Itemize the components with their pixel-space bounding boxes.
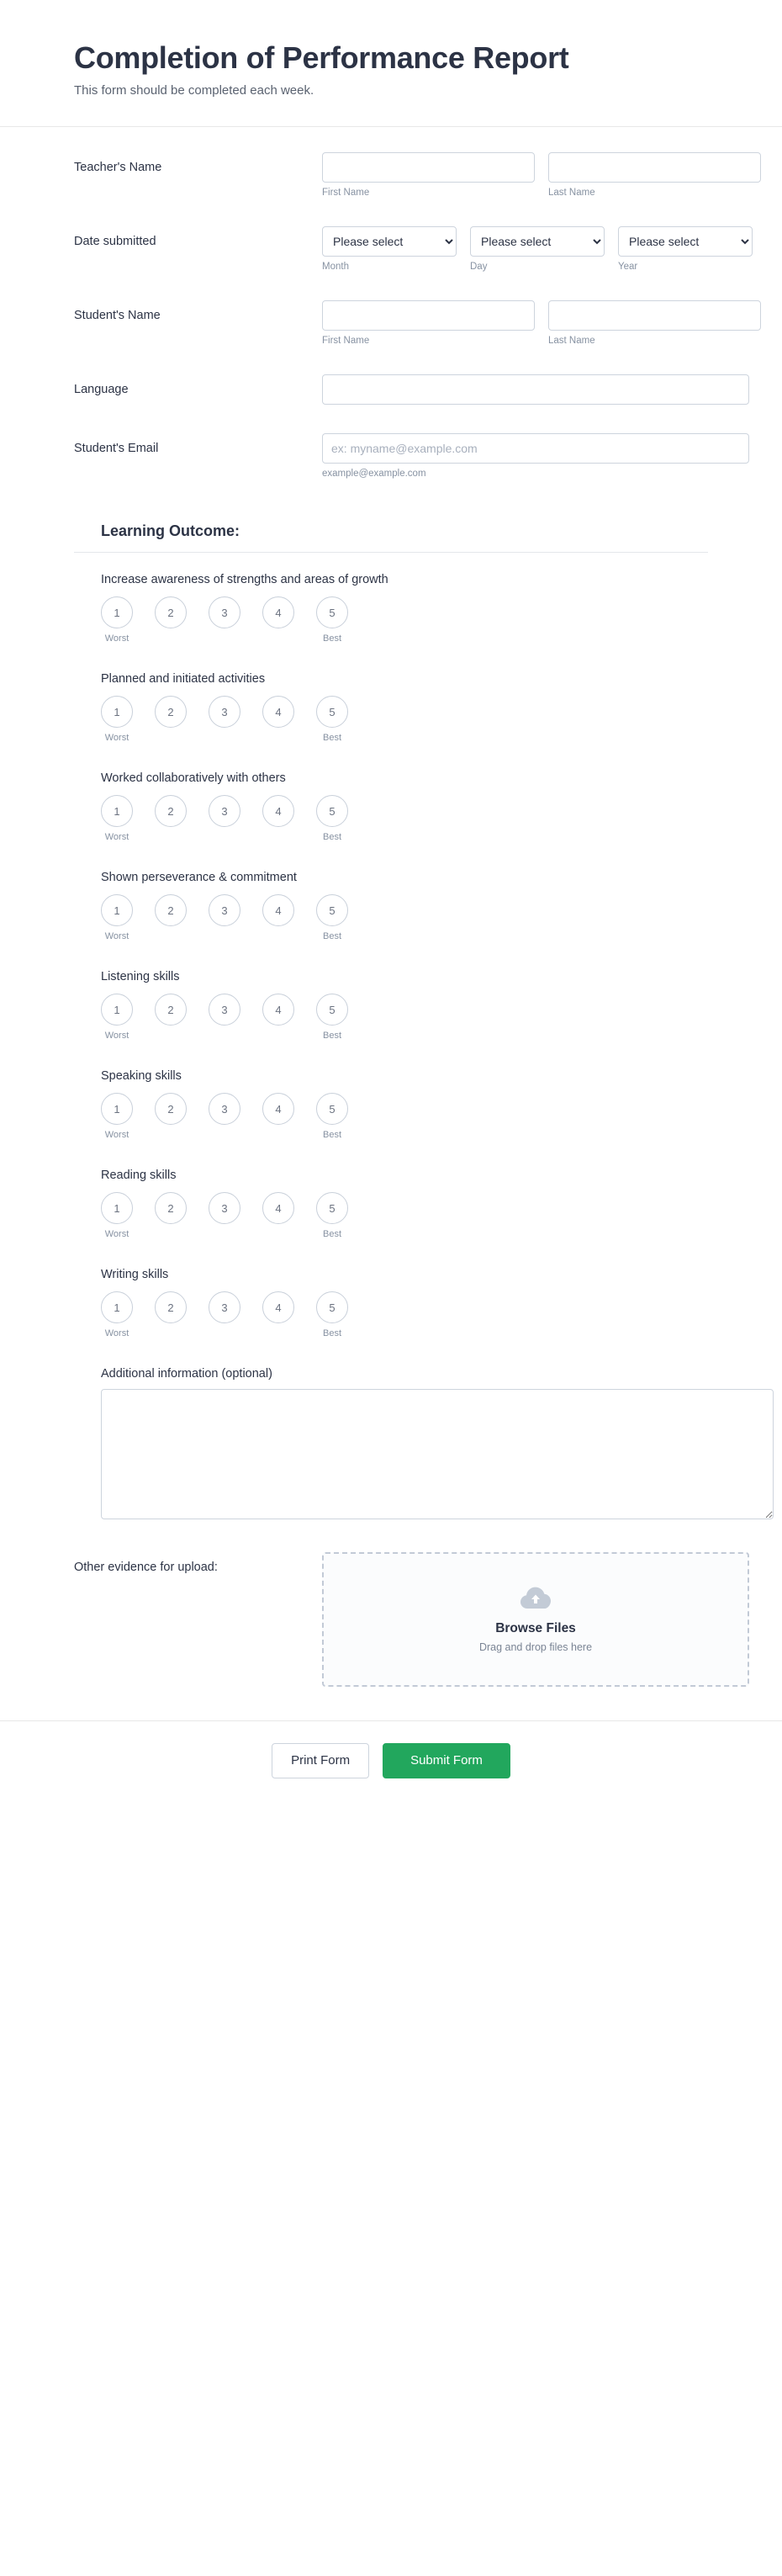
scale-item-8-4[interactable] xyxy=(262,1291,294,1340)
scale-item-5-2[interactable] xyxy=(155,994,187,1042)
scale-item-5-4[interactable] xyxy=(262,994,294,1042)
scale-option-5-1[interactable]: 1 xyxy=(101,994,133,1026)
scale-option-2-1[interactable]: 1 xyxy=(101,696,133,728)
form-footer xyxy=(0,1720,782,1807)
scale-option-3-2[interactable]: 2 xyxy=(155,795,187,827)
student-last-name-input[interactable] xyxy=(548,300,761,331)
scale-option-2-4[interactable]: 4 xyxy=(262,696,294,728)
scale-option-4-5[interactable]: 5 xyxy=(316,894,348,926)
page-subtitle: This form should be completed each week. xyxy=(74,83,314,98)
scale-question-3: Worked collaboratively with others xyxy=(101,771,286,786)
scale-caption-low-4: Worst xyxy=(104,931,129,942)
scale-item-2-1[interactable] xyxy=(101,696,133,745)
field-date-submitted xyxy=(74,226,708,272)
browse-files-button[interactable]: Browse Files xyxy=(495,1621,576,1636)
scale-item-4-4[interactable] xyxy=(262,894,294,943)
teacher-first-name-sublabel: First Name xyxy=(322,188,370,199)
student-email-sublabel: example@example.com xyxy=(322,469,426,480)
scale-option-5-2[interactable]: 2 xyxy=(155,994,187,1026)
scale-caption-low-5: Worst xyxy=(104,1031,129,1042)
year-sublabel: Year xyxy=(618,262,638,273)
scale-item-1-1[interactable] xyxy=(101,596,133,645)
scale-caption-low-8: Worst xyxy=(104,1328,129,1339)
scale-option-4-1[interactable]: 1 xyxy=(101,894,133,926)
month-select[interactable] xyxy=(322,226,457,257)
upload-hint: Drag and drop files here xyxy=(478,1641,593,1654)
scale-option-7-2[interactable]: 2 xyxy=(155,1192,187,1224)
submit-form-button[interactable]: Submit Form xyxy=(383,1743,510,1778)
scale-question-8: Writing skills xyxy=(101,1268,169,1282)
scale-option-6-1[interactable]: 1 xyxy=(101,1093,133,1125)
scale-option-5-5[interactable]: 5 xyxy=(316,994,348,1026)
scale-row-8 xyxy=(101,1291,708,1340)
scale-item-6-1[interactable] xyxy=(101,1093,133,1142)
student-first-name-sublabel: First Name xyxy=(322,336,370,347)
scale-item-8-3[interactable] xyxy=(209,1291,240,1340)
teacher-last-name-input[interactable] xyxy=(548,152,761,183)
scale-question-2: Planned and initiated activities xyxy=(101,672,266,686)
scale-block-8 xyxy=(74,1268,708,1340)
scale-option-6-4[interactable]: 4 xyxy=(262,1093,294,1125)
scale-caption-high-5: Best xyxy=(322,1031,341,1042)
scale-option-5-4[interactable]: 4 xyxy=(262,994,294,1026)
scale-caption-high-3: Best xyxy=(322,832,341,843)
scale-question-6: Speaking skills xyxy=(101,1069,182,1084)
scale-row-6 xyxy=(101,1093,708,1142)
additional-information-label: Additional information (optional) xyxy=(101,1367,272,1381)
scale-option-1-5[interactable]: 5 xyxy=(316,596,348,628)
scale-item-5-3[interactable] xyxy=(209,994,240,1042)
scale-caption-low-3: Worst xyxy=(104,832,129,843)
student-email-label: Student's Email xyxy=(74,442,159,456)
scale-item-7-3[interactable] xyxy=(209,1192,240,1241)
scale-row-5 xyxy=(101,994,708,1042)
year-select[interactable] xyxy=(618,226,753,257)
scale-option-3-5[interactable]: 5 xyxy=(316,795,348,827)
scale-option-2-5[interactable]: 5 xyxy=(316,696,348,728)
scale-option-5-3[interactable]: 3 xyxy=(209,994,240,1026)
scale-item-8-2[interactable] xyxy=(155,1291,187,1340)
field-language xyxy=(74,374,708,405)
scale-item-6-3[interactable] xyxy=(209,1093,240,1142)
scale-option-2-3[interactable]: 3 xyxy=(209,696,240,728)
field-file-upload xyxy=(74,1552,708,1687)
field-student-name xyxy=(74,300,708,346)
field-student-email xyxy=(74,433,708,479)
scale-item-3-4[interactable] xyxy=(262,795,294,844)
scale-option-7-3[interactable]: 3 xyxy=(209,1192,240,1224)
scale-item-3-5[interactable] xyxy=(316,795,348,844)
scale-item-5-5[interactable] xyxy=(316,994,348,1042)
teacher-last-name-sublabel: Last Name xyxy=(548,188,595,199)
month-sublabel: Month xyxy=(322,262,349,273)
scale-option-7-4[interactable]: 4 xyxy=(262,1192,294,1224)
learning-outcome-heading: Learning Outcome: xyxy=(74,507,708,553)
scale-item-5-1[interactable] xyxy=(101,994,133,1042)
language-input[interactable] xyxy=(322,374,749,405)
additional-information-textarea[interactable] xyxy=(101,1389,774,1519)
scale-option-4-2[interactable]: 2 xyxy=(155,894,187,926)
scale-item-1-4[interactable] xyxy=(262,596,294,645)
scale-item-7-5[interactable] xyxy=(316,1192,348,1241)
file-dropzone[interactable] xyxy=(322,1552,749,1687)
scale-option-3-4[interactable]: 4 xyxy=(262,795,294,827)
scale-caption-high-1: Best xyxy=(322,633,341,644)
scale-item-2-3[interactable] xyxy=(209,696,240,745)
scale-option-8-1[interactable]: 1 xyxy=(101,1291,133,1323)
scale-row-7 xyxy=(101,1192,708,1241)
scale-row-2 xyxy=(101,696,708,745)
scale-block-1 xyxy=(74,573,708,645)
scale-block-7 xyxy=(74,1169,708,1241)
scale-item-8-5[interactable] xyxy=(316,1291,348,1340)
scale-option-7-1[interactable]: 1 xyxy=(101,1192,133,1224)
scale-option-8-5[interactable]: 5 xyxy=(316,1291,348,1323)
scale-row-3 xyxy=(101,795,708,844)
scale-option-6-2[interactable]: 2 xyxy=(155,1093,187,1125)
scale-option-7-5[interactable]: 5 xyxy=(316,1192,348,1224)
scale-block-5 xyxy=(74,970,708,1042)
day-select[interactable] xyxy=(470,226,605,257)
scale-option-1-1[interactable]: 1 xyxy=(101,596,133,628)
student-email-input[interactable] xyxy=(322,433,749,464)
language-label: Language xyxy=(74,383,129,397)
scale-item-3-2[interactable] xyxy=(155,795,187,844)
scale-option-8-4[interactable]: 4 xyxy=(262,1291,294,1323)
scale-item-4-2[interactable] xyxy=(155,894,187,943)
scale-row-4 xyxy=(101,894,708,943)
scale-item-2-5[interactable] xyxy=(316,696,348,745)
scale-item-6-5[interactable] xyxy=(316,1093,348,1142)
scale-option-4-3[interactable]: 3 xyxy=(209,894,240,926)
scale-question-4: Shown perseverance & commitment xyxy=(101,871,297,885)
field-teacher-name xyxy=(74,152,708,198)
scale-caption-low-2: Worst xyxy=(104,733,129,744)
scale-question-1: Increase awareness of strengths and areas of growth xyxy=(101,573,388,587)
scale-item-7-1[interactable] xyxy=(101,1192,133,1241)
scale-item-3-1[interactable] xyxy=(101,795,133,844)
scale-block-6 xyxy=(74,1069,708,1142)
scale-item-4-1[interactable] xyxy=(101,894,133,943)
date-submitted-label: Date submitted xyxy=(74,235,156,249)
scale-caption-high-8: Best xyxy=(322,1328,341,1339)
scale-caption-low-1: Worst xyxy=(104,633,129,644)
scale-item-6-4[interactable] xyxy=(262,1093,294,1142)
scale-item-1-3[interactable] xyxy=(209,596,240,645)
scale-item-6-2[interactable] xyxy=(155,1093,187,1142)
scale-option-6-3[interactable]: 3 xyxy=(209,1093,240,1125)
page-title: Completion of Performance Report xyxy=(74,40,569,75)
scale-option-3-1[interactable]: 1 xyxy=(101,795,133,827)
student-name-label: Student's Name xyxy=(74,309,161,323)
day-sublabel: Day xyxy=(470,262,488,273)
scale-option-8-3[interactable]: 3 xyxy=(209,1291,240,1323)
scale-caption-high-4: Best xyxy=(322,931,341,942)
scale-item-7-2[interactable] xyxy=(155,1192,187,1241)
scale-option-1-2[interactable]: 2 xyxy=(155,596,187,628)
scale-item-4-5[interactable] xyxy=(316,894,348,943)
scale-item-4-3[interactable] xyxy=(209,894,240,943)
teacher-first-name-input[interactable] xyxy=(322,152,535,183)
scale-caption-low-6: Worst xyxy=(104,1130,129,1141)
scale-item-7-4[interactable] xyxy=(262,1192,294,1241)
scale-item-2-2[interactable] xyxy=(155,696,187,745)
cloud-upload-icon xyxy=(519,1586,552,1611)
scale-item-3-3[interactable] xyxy=(209,795,240,844)
teacher-name-label: Teacher's Name xyxy=(74,161,162,175)
form-header xyxy=(0,0,782,127)
scale-option-2-2[interactable]: 2 xyxy=(155,696,187,728)
scale-caption-high-6: Best xyxy=(322,1130,341,1141)
scale-option-6-5[interactable]: 5 xyxy=(316,1093,348,1125)
file-upload-label: Other evidence for upload: xyxy=(74,1561,218,1575)
scale-block-4 xyxy=(74,871,708,943)
student-first-name-input[interactable] xyxy=(322,300,535,331)
scale-item-8-1[interactable] xyxy=(101,1291,133,1340)
scale-question-5: Listening skills xyxy=(101,970,180,984)
scale-caption-high-2: Best xyxy=(322,733,341,744)
scale-item-1-2[interactable] xyxy=(155,596,187,645)
print-form-button[interactable]: Print Form xyxy=(272,1743,369,1778)
scale-caption-high-7: Best xyxy=(322,1229,341,1240)
student-last-name-sublabel: Last Name xyxy=(548,336,595,347)
scale-option-1-3[interactable]: 3 xyxy=(209,596,240,628)
scale-block-2 xyxy=(74,672,708,745)
scale-item-2-4[interactable] xyxy=(262,696,294,745)
scale-row-1 xyxy=(101,596,708,645)
scale-caption-low-7: Worst xyxy=(104,1229,129,1240)
scale-option-4-4[interactable]: 4 xyxy=(262,894,294,926)
scale-block-3 xyxy=(74,771,708,844)
scale-option-1-4[interactable]: 4 xyxy=(262,596,294,628)
scale-question-7: Reading skills xyxy=(101,1169,177,1183)
scale-item-1-5[interactable] xyxy=(316,596,348,645)
field-additional-information xyxy=(74,1367,708,1524)
scale-option-3-3[interactable]: 3 xyxy=(209,795,240,827)
form-body xyxy=(0,127,782,1687)
scale-option-8-2[interactable]: 2 xyxy=(155,1291,187,1323)
